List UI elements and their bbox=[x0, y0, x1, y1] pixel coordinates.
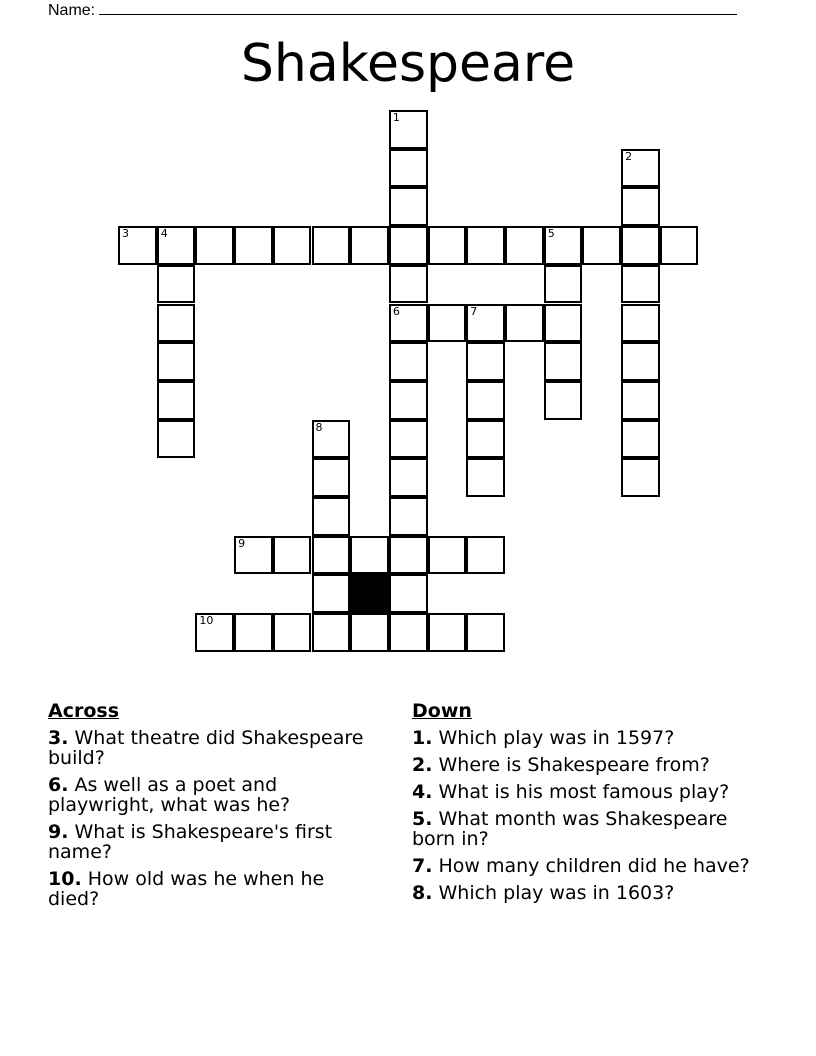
clue-item-text: Which play was in 1603? bbox=[438, 882, 675, 904]
clue-number: 3 bbox=[122, 227, 129, 241]
clue-item-number: 7. bbox=[412, 855, 433, 877]
clue-item-number: 8. bbox=[412, 882, 433, 904]
clue-number: 8 bbox=[315, 420, 323, 434]
grid-cell[interactable] bbox=[505, 304, 544, 343]
grid-cell[interactable] bbox=[466, 420, 505, 459]
clue-number: 9 bbox=[238, 536, 246, 550]
grid-cell[interactable] bbox=[544, 342, 583, 381]
grid-cell[interactable] bbox=[582, 226, 621, 265]
grid-cell[interactable] bbox=[389, 226, 428, 265]
grid-cell[interactable] bbox=[660, 226, 699, 265]
grid-cell[interactable] bbox=[234, 536, 273, 575]
grid-cell[interactable] bbox=[389, 420, 428, 459]
grid-cell[interactable] bbox=[157, 226, 196, 265]
clue-item bbox=[412, 809, 762, 849]
grid-cell[interactable] bbox=[350, 536, 389, 575]
grid-cell[interactable] bbox=[544, 304, 583, 343]
grid-cell[interactable] bbox=[428, 304, 467, 343]
clue-number: 1 bbox=[392, 111, 400, 124]
grid-cell[interactable] bbox=[389, 265, 428, 304]
grid-cell[interactable] bbox=[157, 381, 196, 420]
grid-cell[interactable] bbox=[234, 226, 273, 265]
clue-item bbox=[412, 728, 762, 748]
grid-cell[interactable] bbox=[157, 342, 196, 381]
clue-item-number: 9. bbox=[48, 821, 69, 843]
grid-cell[interactable] bbox=[621, 458, 660, 497]
clue-number: 10 bbox=[199, 614, 214, 628]
grid-cell[interactable] bbox=[621, 226, 660, 265]
clue-item bbox=[412, 856, 762, 876]
clue-item-number: 6. bbox=[48, 774, 69, 796]
grid-cell[interactable] bbox=[466, 304, 505, 343]
down-clues bbox=[412, 700, 762, 910]
clue-item-number: 5. bbox=[412, 808, 433, 830]
clue-item bbox=[48, 869, 378, 909]
grid-cell[interactable] bbox=[544, 226, 583, 265]
across-heading: Across bbox=[48, 700, 120, 722]
grid-cell[interactable] bbox=[312, 420, 351, 459]
grid-cell[interactable] bbox=[312, 536, 351, 575]
grid-cell[interactable] bbox=[350, 613, 389, 652]
clue-item-number: 10. bbox=[48, 868, 82, 890]
grid-cell[interactable] bbox=[389, 381, 428, 420]
clue-item-number: 3. bbox=[48, 727, 69, 749]
grid-cell[interactable] bbox=[234, 613, 273, 652]
grid-cell[interactable] bbox=[621, 265, 660, 304]
grid-cell[interactable] bbox=[350, 226, 389, 265]
page-title: Shakespeare bbox=[240, 34, 576, 94]
grid-cell[interactable] bbox=[389, 110, 428, 149]
grid-cell[interactable] bbox=[428, 613, 467, 652]
grid-cell[interactable] bbox=[312, 574, 351, 613]
down-heading: Down bbox=[412, 700, 472, 722]
grid-cell[interactable] bbox=[389, 187, 428, 226]
clue-item-text: What theatre did Shakespeare build? bbox=[48, 727, 364, 769]
grid-cell[interactable] bbox=[312, 497, 351, 536]
clue-item-text: Which play was in 1597? bbox=[438, 727, 675, 749]
grid-cell[interactable] bbox=[312, 458, 351, 497]
down-clue-list bbox=[412, 728, 762, 903]
grid-cell[interactable] bbox=[389, 497, 428, 536]
clue-item-text: As well as a poet and playwright, what was he? bbox=[48, 774, 291, 816]
clue-number: 6 bbox=[392, 304, 400, 318]
grid-cell[interactable] bbox=[157, 265, 196, 304]
clue-item bbox=[412, 755, 762, 775]
grid-cell[interactable] bbox=[621, 342, 660, 381]
grid-cell[interactable] bbox=[273, 226, 312, 265]
grid-cell[interactable] bbox=[195, 226, 234, 265]
clue-item-text: What is Shakespeare's first name? bbox=[48, 821, 333, 863]
grid-cell[interactable] bbox=[389, 613, 428, 652]
clue-number: 2 bbox=[625, 149, 633, 163]
grid-cell[interactable] bbox=[389, 304, 428, 343]
grid-cell[interactable] bbox=[273, 613, 312, 652]
name-label: Name: bbox=[48, 2, 96, 19]
clue-item-text: What month was Shakespeare born in? bbox=[412, 808, 728, 850]
clue-number: 7 bbox=[470, 304, 478, 318]
black-cell bbox=[350, 574, 389, 613]
clue-item-number: 4. bbox=[412, 781, 433, 803]
clue-item-number: 1. bbox=[412, 727, 433, 749]
grid-cell[interactable] bbox=[466, 536, 505, 575]
grid-cell[interactable] bbox=[544, 381, 583, 420]
clue-item bbox=[48, 822, 378, 862]
clue-number: 4 bbox=[160, 227, 168, 241]
grid-cell[interactable] bbox=[389, 149, 428, 188]
grid-cell[interactable] bbox=[157, 304, 196, 343]
grid-cell[interactable] bbox=[389, 342, 428, 381]
grid-cell[interactable] bbox=[466, 458, 505, 497]
grid-cell[interactable] bbox=[621, 381, 660, 420]
across-clues bbox=[48, 700, 378, 916]
clue-item bbox=[48, 775, 378, 815]
clue-item-text: Where is Shakespeare from? bbox=[438, 754, 710, 776]
grid-cell[interactable] bbox=[466, 342, 505, 381]
grid-cell[interactable] bbox=[466, 226, 505, 265]
clue-number: 5 bbox=[547, 227, 555, 241]
grid-cell[interactable] bbox=[505, 226, 544, 265]
grid-cell[interactable] bbox=[389, 574, 428, 613]
grid-cell[interactable] bbox=[621, 187, 660, 226]
grid-cell[interactable] bbox=[544, 265, 583, 304]
clue-item bbox=[412, 883, 762, 903]
clue-item-text: How old was he when he died? bbox=[48, 868, 325, 910]
clue-item-number: 2. bbox=[412, 754, 433, 776]
grid-cell[interactable] bbox=[195, 613, 234, 652]
grid-cell[interactable] bbox=[466, 381, 505, 420]
grid-cell[interactable] bbox=[621, 420, 660, 459]
grid-cell[interactable] bbox=[621, 304, 660, 343]
grid-cell[interactable] bbox=[389, 458, 428, 497]
grid-cell[interactable] bbox=[312, 226, 351, 265]
grid-cell[interactable] bbox=[466, 613, 505, 652]
grid-cell[interactable] bbox=[118, 226, 157, 265]
grid-cell[interactable] bbox=[273, 536, 312, 575]
clue-item bbox=[48, 728, 378, 768]
across-clue-list bbox=[48, 728, 378, 909]
clue-item-text: How many children did he have? bbox=[438, 855, 750, 877]
grid-cell[interactable] bbox=[389, 536, 428, 575]
grid-cell[interactable] bbox=[428, 226, 467, 265]
grid-cell[interactable] bbox=[428, 536, 467, 575]
clue-item-text: What is his most famous play? bbox=[438, 781, 730, 803]
grid-cell[interactable] bbox=[157, 420, 196, 459]
clue-item bbox=[412, 782, 762, 802]
grid-cell[interactable] bbox=[621, 149, 660, 188]
grid-cell[interactable] bbox=[312, 613, 351, 652]
